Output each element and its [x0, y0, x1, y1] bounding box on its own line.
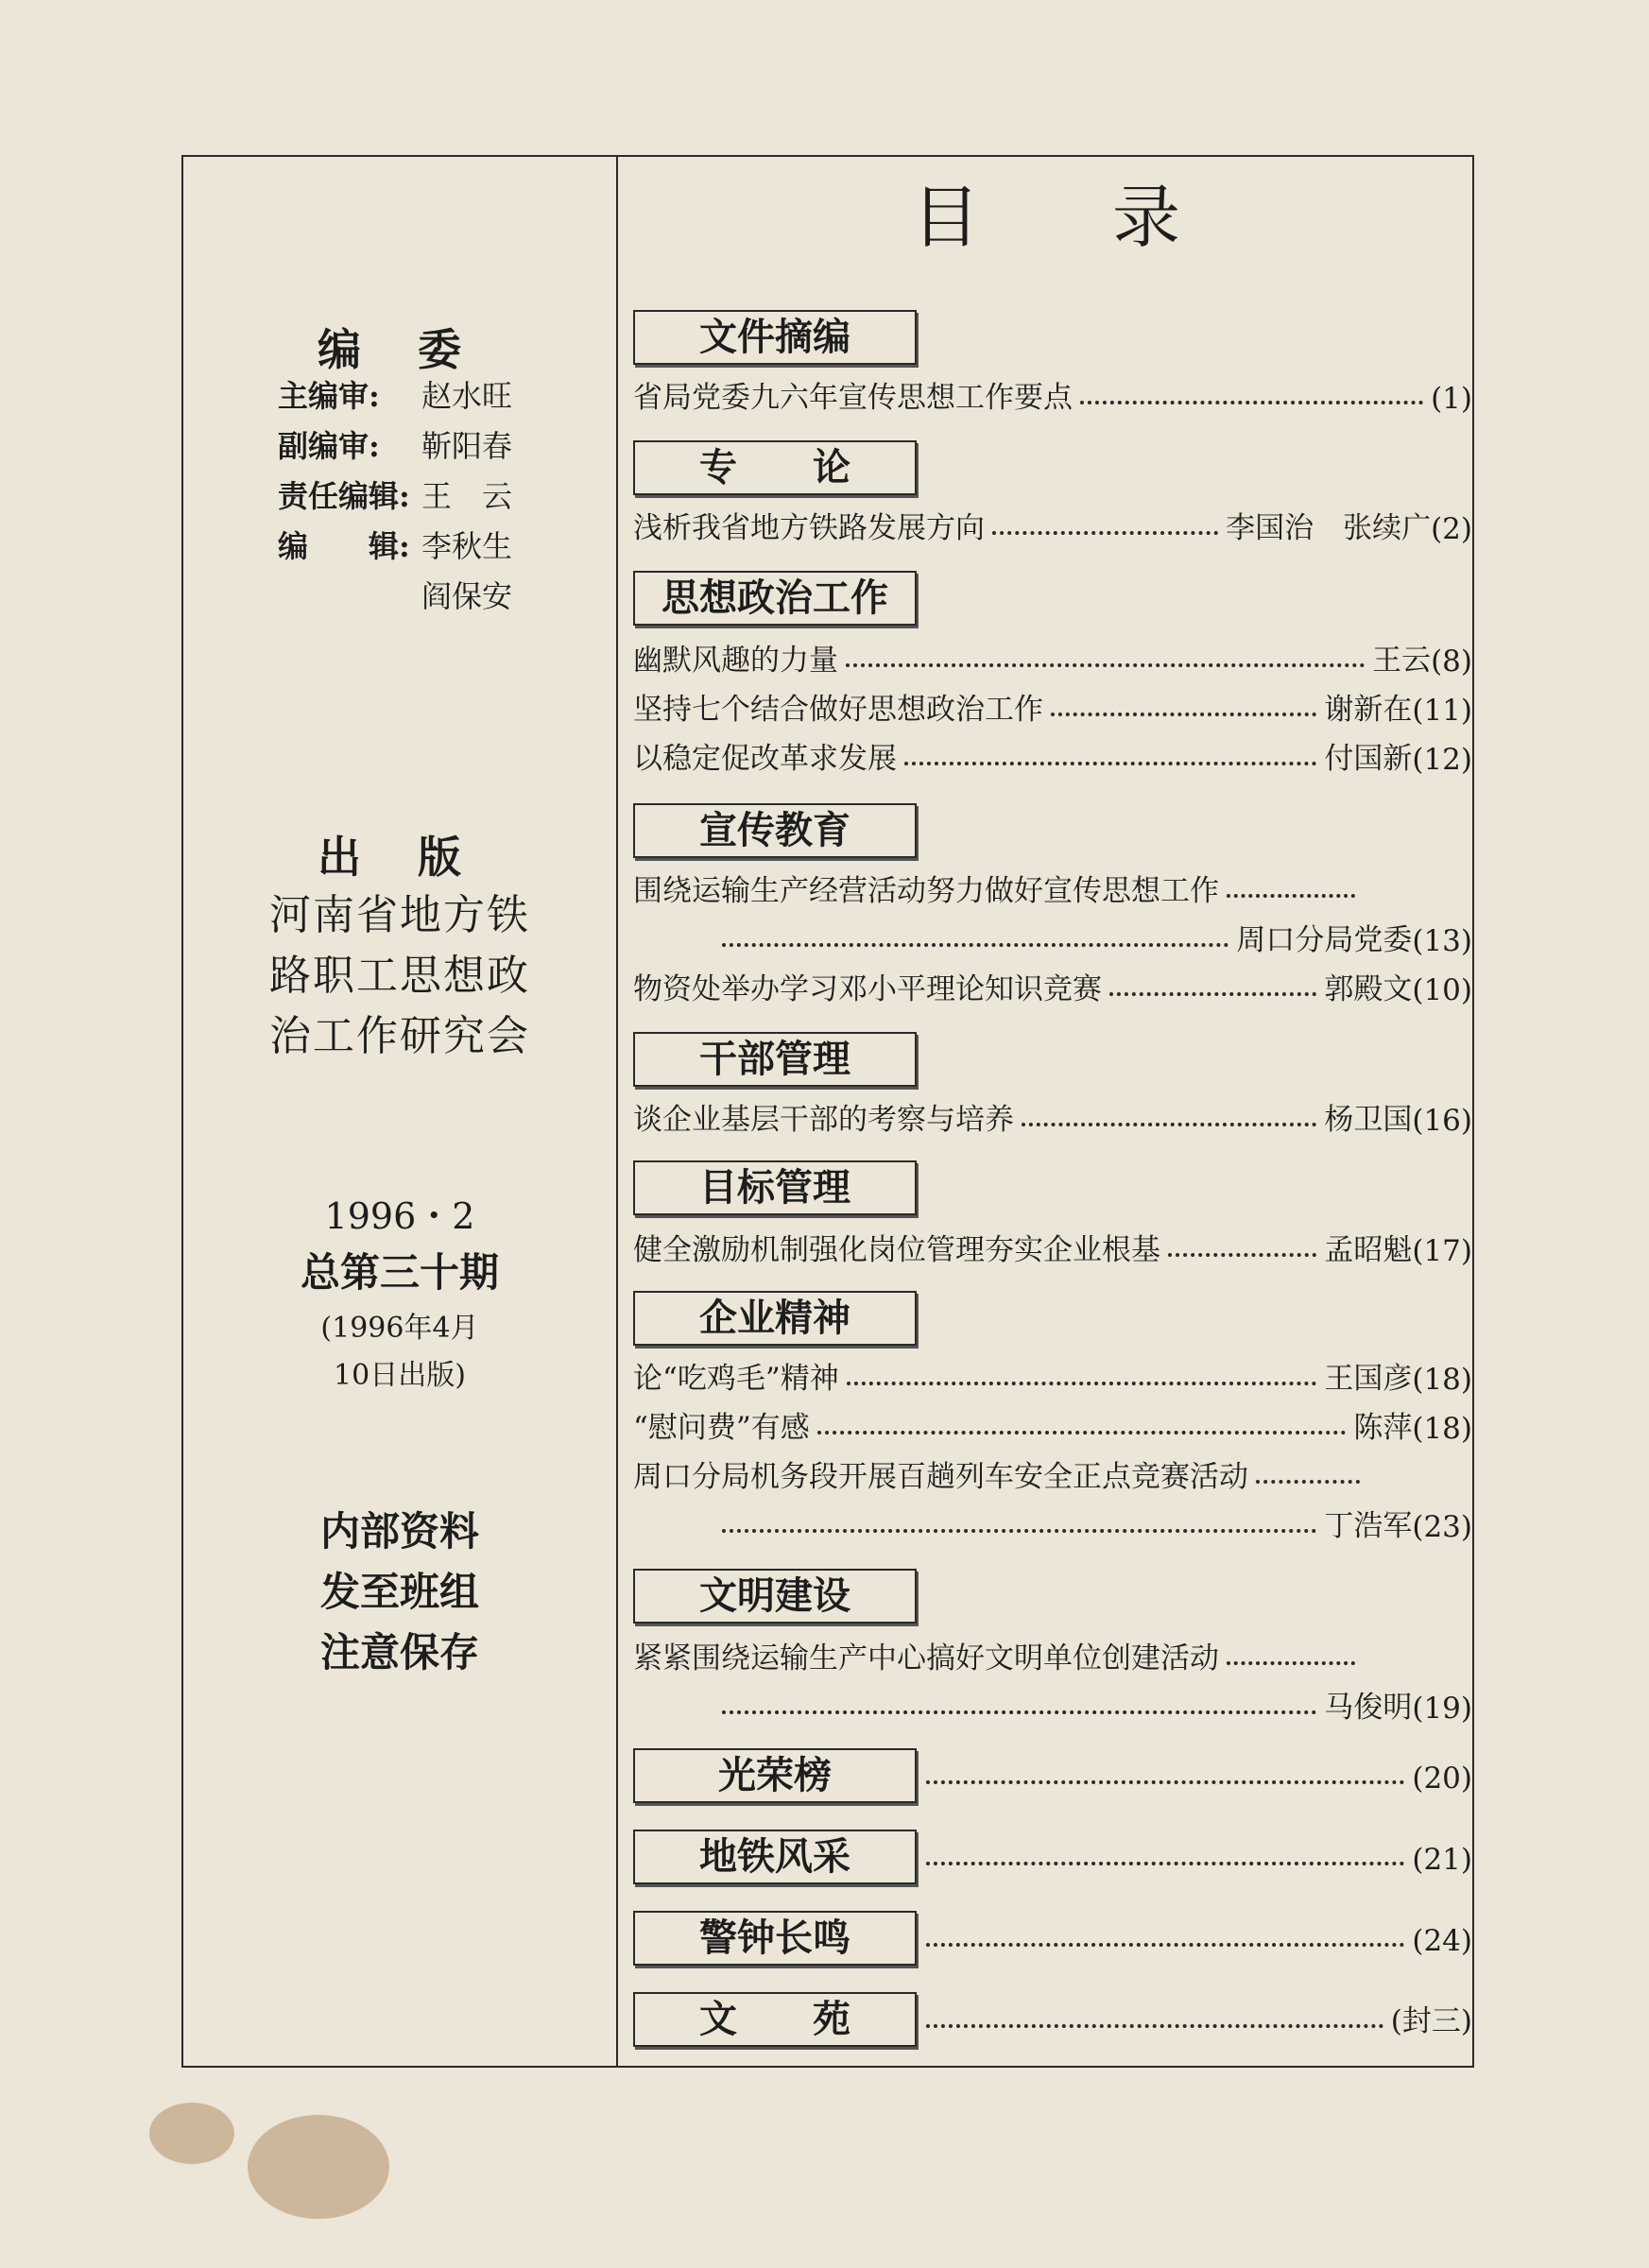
- section-label[interactable]: 文 苑: [633, 1992, 917, 2047]
- entry-title: “慰问费”有感: [633, 1411, 810, 1445]
- section-label[interactable]: 地铁风采: [633, 1830, 917, 1884]
- toc-entry[interactable]: [633, 1635, 1472, 1676]
- entry-author: 郭殿文: [1324, 972, 1413, 1006]
- publication-date: (1996年4月: [320, 1312, 479, 1345]
- leader-dots: [1109, 992, 1316, 996]
- section-label[interactable]: 思想政治工作: [633, 571, 917, 626]
- entry-page: (23): [1412, 1510, 1472, 1544]
- leader-dots: [1080, 401, 1423, 404]
- entry-author: 付国新: [1324, 742, 1413, 776]
- toc-entry[interactable]: [633, 637, 1472, 679]
- toc-entry[interactable]: [633, 1355, 1472, 1397]
- entry-page: (17): [1412, 1234, 1472, 1268]
- leader-dots: [722, 943, 1228, 947]
- entry-page: (8): [1431, 644, 1472, 679]
- toc-entry[interactable]: [926, 1916, 1472, 1958]
- editor-row: [278, 422, 512, 466]
- toc-entry[interactable]: [633, 686, 1472, 728]
- editor-name: 靳阳春: [421, 428, 513, 464]
- entry-author: 王云: [1372, 644, 1432, 678]
- entry-page: (封三): [1390, 2004, 1472, 2038]
- notice-line: 发至班组: [319, 1569, 479, 1615]
- leader-dots: [722, 1529, 1316, 1533]
- toc-entry[interactable]: [633, 966, 1472, 1007]
- section-label[interactable]: 干部管理: [633, 1032, 917, 1087]
- entry-title: 坚持七个结合做好思想政治工作: [633, 693, 1043, 727]
- entry-page: (16): [1412, 1104, 1472, 1138]
- toc-entry-continuation[interactable]: [722, 917, 1472, 958]
- editor-name: 赵水旺: [421, 378, 513, 414]
- entry-page: (20): [1412, 1761, 1472, 1796]
- editor-row: [278, 523, 512, 566]
- entry-author: 杨卫国: [1324, 1103, 1413, 1137]
- entry-page: (24): [1412, 1924, 1472, 1958]
- toc-title: 目录: [911, 178, 1313, 257]
- publisher-line: 路职工思想政: [269, 952, 530, 1000]
- entry-author: 丁浩军: [1324, 1509, 1413, 1543]
- editor-role: 副编审:: [278, 428, 380, 464]
- stain: [149, 2103, 234, 2164]
- section-label[interactable]: 目标管理: [633, 1160, 917, 1215]
- entry-page: (10): [1412, 973, 1472, 1007]
- toc-entry[interactable]: [633, 1453, 1472, 1495]
- entry-title: 物资处举办学习邓小平理论知识竞赛: [633, 972, 1102, 1006]
- entry-title: 省局党委九六年宣传思想工作要点: [633, 381, 1073, 415]
- entry-page: (2): [1431, 512, 1472, 546]
- toc-entry[interactable]: [926, 1835, 1472, 1877]
- entry-page: (1): [1431, 382, 1472, 416]
- toc-entry[interactable]: [633, 1404, 1472, 1446]
- page-frame: [181, 155, 1474, 2068]
- notice-line: 注意保存: [319, 1629, 479, 1675]
- section-label[interactable]: 专 论: [633, 440, 917, 495]
- toc-entry[interactable]: [926, 1754, 1472, 1796]
- entry-author: 谢新在: [1324, 693, 1413, 727]
- entry-page: (21): [1412, 1843, 1472, 1877]
- editor-row: [278, 372, 512, 416]
- editor-role: 主编审:: [278, 378, 380, 414]
- toc-entry[interactable]: [633, 868, 1472, 909]
- entry-title: 健全激励机制强化岗位管理夯实企业根基: [633, 1233, 1160, 1267]
- leader-dots: [926, 1862, 1404, 1865]
- toc-entry-continuation[interactable]: [722, 1503, 1472, 1544]
- leader-dots: [992, 531, 1218, 535]
- stain: [248, 2115, 389, 2219]
- entry-author: 李国治 张续广: [1226, 511, 1432, 545]
- section-label[interactable]: 文件摘编: [633, 310, 917, 365]
- section-label[interactable]: 企业精神: [633, 1291, 917, 1346]
- masthead-column: [183, 157, 616, 2066]
- leader-dots: [1022, 1123, 1316, 1126]
- table-of-contents: [618, 157, 1474, 2066]
- section-label[interactable]: 文明建设: [633, 1569, 917, 1624]
- entry-author: 马俊明: [1324, 1691, 1413, 1725]
- section-label[interactable]: 光荣榜: [633, 1748, 917, 1803]
- leader-dots: [1227, 894, 1355, 898]
- section-label[interactable]: 宣传教育: [633, 803, 917, 858]
- entry-title: 谈企业基层干部的考察与培养: [633, 1103, 1014, 1137]
- editor-role: 编 辑:: [278, 528, 410, 564]
- entry-author: 王国彦: [1324, 1362, 1413, 1396]
- entry-author: 孟昭魁: [1324, 1233, 1413, 1267]
- toc-entry[interactable]: [926, 1998, 1472, 2039]
- editor-name: 李秋生: [421, 528, 513, 564]
- entry-page: (19): [1412, 1692, 1472, 1726]
- leader-dots: [1168, 1253, 1316, 1257]
- editor-row: [278, 573, 512, 616]
- leader-dots: [926, 1780, 1404, 1784]
- toc-entry[interactable]: [633, 505, 1472, 546]
- leader-dots: [847, 1382, 1317, 1385]
- leader-dots: [722, 1710, 1316, 1714]
- issue-number: 总第三十期: [300, 1249, 499, 1296]
- entry-page: (12): [1412, 743, 1472, 777]
- leader-dots: [926, 2024, 1383, 2028]
- entry-page: (13): [1412, 924, 1472, 958]
- entry-title: 紧紧围绕运输生产中心搞好文明单位创建活动: [633, 1641, 1219, 1675]
- editor-name: 阎保安: [421, 578, 513, 614]
- leader-dots: [1051, 713, 1316, 716]
- editor-row: [278, 472, 512, 516]
- entry-title: 以稳定促改革求发展: [633, 742, 897, 776]
- leader-dots: [1227, 1661, 1355, 1665]
- toc-entry[interactable]: [633, 1227, 1472, 1268]
- entry-title: 幽默风趣的力量: [633, 644, 838, 678]
- editor-role: 责任编辑:: [278, 478, 410, 514]
- leader-dots: [1256, 1480, 1360, 1484]
- entry-author: 周口分局党委: [1236, 923, 1413, 957]
- publication-date: 10日出版): [334, 1359, 466, 1392]
- toc-entry[interactable]: [633, 374, 1472, 416]
- notice-line: 内部资料: [319, 1508, 479, 1555]
- toc-entry[interactable]: [633, 735, 1472, 777]
- publisher-heading: 出 版: [317, 832, 482, 883]
- leader-dots: [926, 1943, 1404, 1947]
- section-label[interactable]: 警钟长鸣: [633, 1911, 917, 1966]
- toc-entry-continuation[interactable]: [722, 1684, 1472, 1726]
- issue-date: 1996・2: [324, 1195, 475, 1237]
- leader-dots: [817, 1431, 1347, 1435]
- entry-page: (11): [1412, 694, 1472, 728]
- entry-title: 浅析我省地方铁路发展方向: [633, 511, 985, 545]
- entry-page: (18): [1412, 1363, 1472, 1397]
- publisher-line: 河南省地方铁: [269, 891, 530, 939]
- entry-author: 陈萍: [1353, 1411, 1413, 1445]
- leader-dots: [904, 762, 1316, 765]
- entry-title: 论“吃鸡毛”精神: [633, 1362, 839, 1396]
- entry-title: 围绕运输生产经营活动努力做好宣传思想工作: [633, 874, 1219, 908]
- entry-page: (18): [1412, 1412, 1472, 1446]
- editor-name: 王 云: [421, 478, 513, 514]
- editorial-board-heading: 编 委: [317, 324, 482, 375]
- toc-entry[interactable]: [633, 1096, 1472, 1138]
- entry-title: 周口分局机务段开展百趟列车安全正点竞赛活动: [633, 1460, 1248, 1494]
- publisher-line: 治工作研究会: [269, 1012, 530, 1060]
- leader-dots: [846, 663, 1365, 667]
